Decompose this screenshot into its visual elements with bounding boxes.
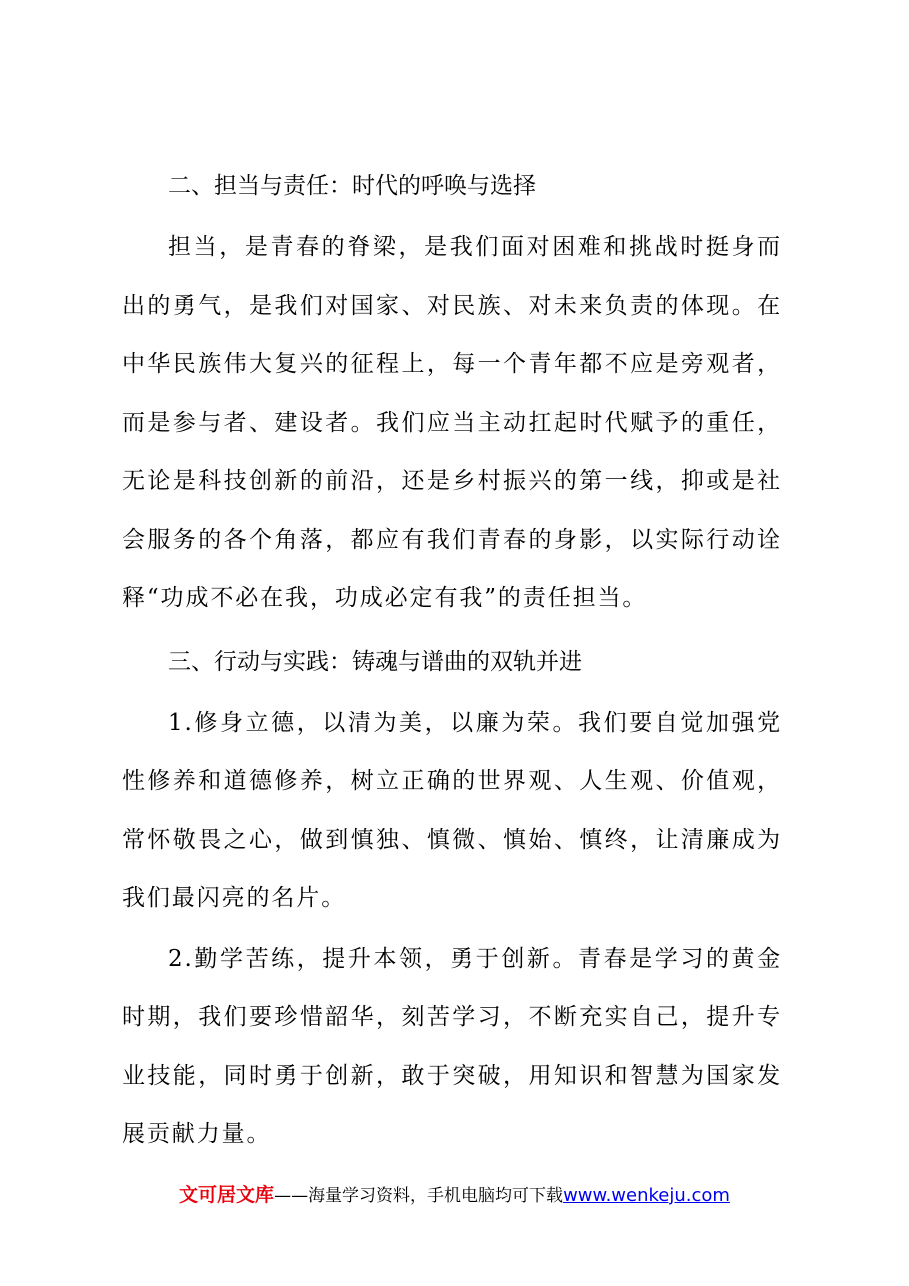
page-footer [0,1182,909,1209]
document-body [122,160,782,1164]
section-heading-2: 二、担当与责任：时代的呼唤与选择 [168,173,536,199]
footer-slogan: ——海量学习资料，手机电脑均可下载 [274,1186,564,1206]
section-3-paragraph-1: 1.修身立德，以清为美，以廉为荣。我们要自觉加强党性修养和道德修养，树立正确的世界观、人生观、价值观，常怀敬畏之心，做到慎独、慎微、慎始、慎终，让清廉成为我们最闪亮的名片。 [122,709,782,911]
section-3-paragraph-2: 2.勤学苦练，提升本领，勇于创新。青春是学习的黄金时期，我们要珍惜韶华，刻苦学习，不断充实自己，提升专业技能，同时勇于创新，敢于突破，用知识和智慧为国家发展贡献力量。 [122,945,782,1147]
footer-website-link[interactable]: www.wenkeju.com [563,1185,730,1206]
section-heading-3: 三、行动与实践：铸魂与谱曲的双轨并进 [168,648,582,675]
section-2-paragraph-1: 担当，是青春的脊梁，是我们面对困难和挑战时挺身而出的勇气，是我们对国家、对民族、对未来负责的体现。在中华民族伟大复兴的征程上，每一个青年都不应是旁观者，而是参与者、建设者。我们应当主动扛起时代赋予的重任，无论是科技创新的前沿，还是乡村振兴的第一线，抑或是社会服务的各个角落，都应有我们青春的身影，以实际行动诠释“功成不必在我，功成必定有我”的责任担当。 [122,234,782,611]
footer-brand: 文可居文库 [179,1184,275,1206]
